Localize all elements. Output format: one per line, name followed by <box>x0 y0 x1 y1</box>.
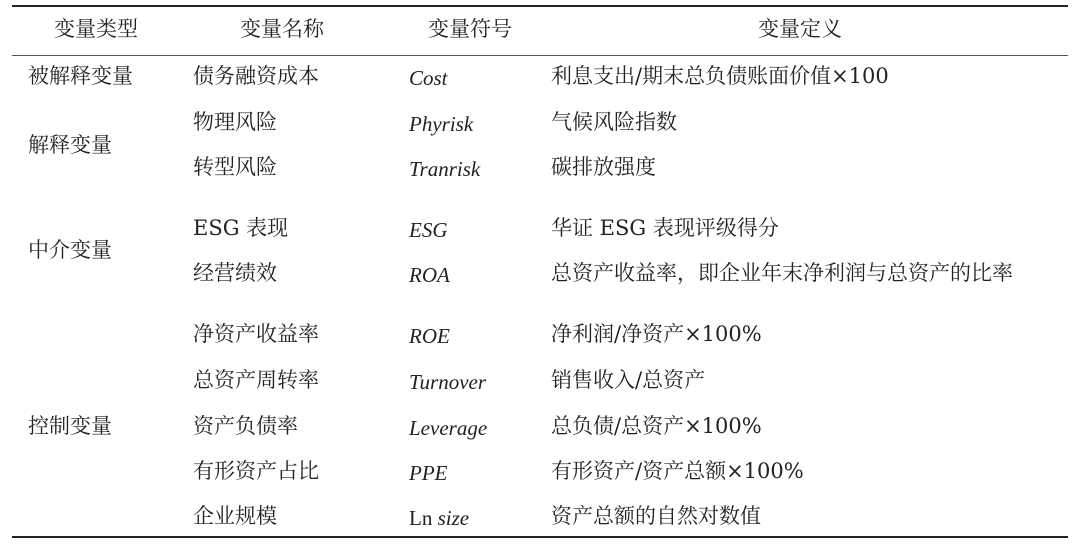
row-symbol: Leverage <box>409 416 488 440</box>
header-variable-definition: 变量定义 <box>758 17 842 41</box>
row-symbol <box>409 504 469 532</box>
row-symbol: PPE <box>409 461 448 485</box>
row-name: 资产负债率 <box>193 414 298 438</box>
header-variable-type: 变量类型 <box>54 17 138 41</box>
row-symbol: ROE <box>409 324 450 348</box>
row-definition: 净利润/净资产×100% <box>551 322 762 346</box>
header-variable-name: 变量名称 <box>240 17 324 41</box>
group-control-variable: 控制变量 <box>28 414 112 438</box>
row-definition: 有形资产/资产总额×100% <box>551 459 804 483</box>
variable-definition-table <box>12 0 1068 547</box>
row-symbol-prefix: Ln <box>409 506 433 530</box>
group-mediating-variable: 中介变量 <box>28 238 112 262</box>
row-symbol: ESG <box>409 218 448 242</box>
row-definition: 销售收入/总资产 <box>551 368 706 392</box>
row-definition: 气候风险指数 <box>551 110 677 134</box>
table-top-rule <box>12 5 1068 7</box>
header-variable-symbol: 变量符号 <box>428 17 512 41</box>
table-bottom-rule <box>12 536 1068 538</box>
row-name: 转型风险 <box>193 155 277 179</box>
row-name: 有形资产占比 <box>193 459 319 483</box>
row-definition: 总资产收益率，即企业年末净利润与总资产的比率 <box>551 261 1013 285</box>
row-definition: 碳排放强度 <box>551 155 656 179</box>
row-symbol: Phyrisk <box>409 112 474 136</box>
row-symbol: Turnover <box>409 370 487 394</box>
row-name: 经营绩效 <box>193 261 277 285</box>
row-symbol: Tranrisk <box>409 157 481 181</box>
row-name: 企业规模 <box>193 504 277 528</box>
row-name: 净资产收益率 <box>193 322 319 346</box>
row-symbol: ROA <box>409 263 450 287</box>
row-definition: 华证 ESG 表现评级得分 <box>551 216 779 240</box>
row-symbol-italic: size <box>437 506 470 530</box>
row-name: 债务融资成本 <box>193 64 319 88</box>
table-header-rule <box>12 55 1068 56</box>
row-definition: 总负债/总资产×100% <box>551 414 762 438</box>
row-name: 总资产周转率 <box>193 368 319 392</box>
row-definition: 资产总额的自然对数值 <box>551 504 761 528</box>
row-name: ESG 表现 <box>193 216 289 240</box>
group-explanatory-variable: 解释变量 <box>28 133 112 157</box>
group-dependent-variable: 被解释变量 <box>28 64 133 88</box>
row-symbol: Cost <box>409 66 448 90</box>
row-name: 物理风险 <box>193 110 277 134</box>
row-definition: 利息支出/期末总负债账面价值×100 <box>551 64 889 88</box>
